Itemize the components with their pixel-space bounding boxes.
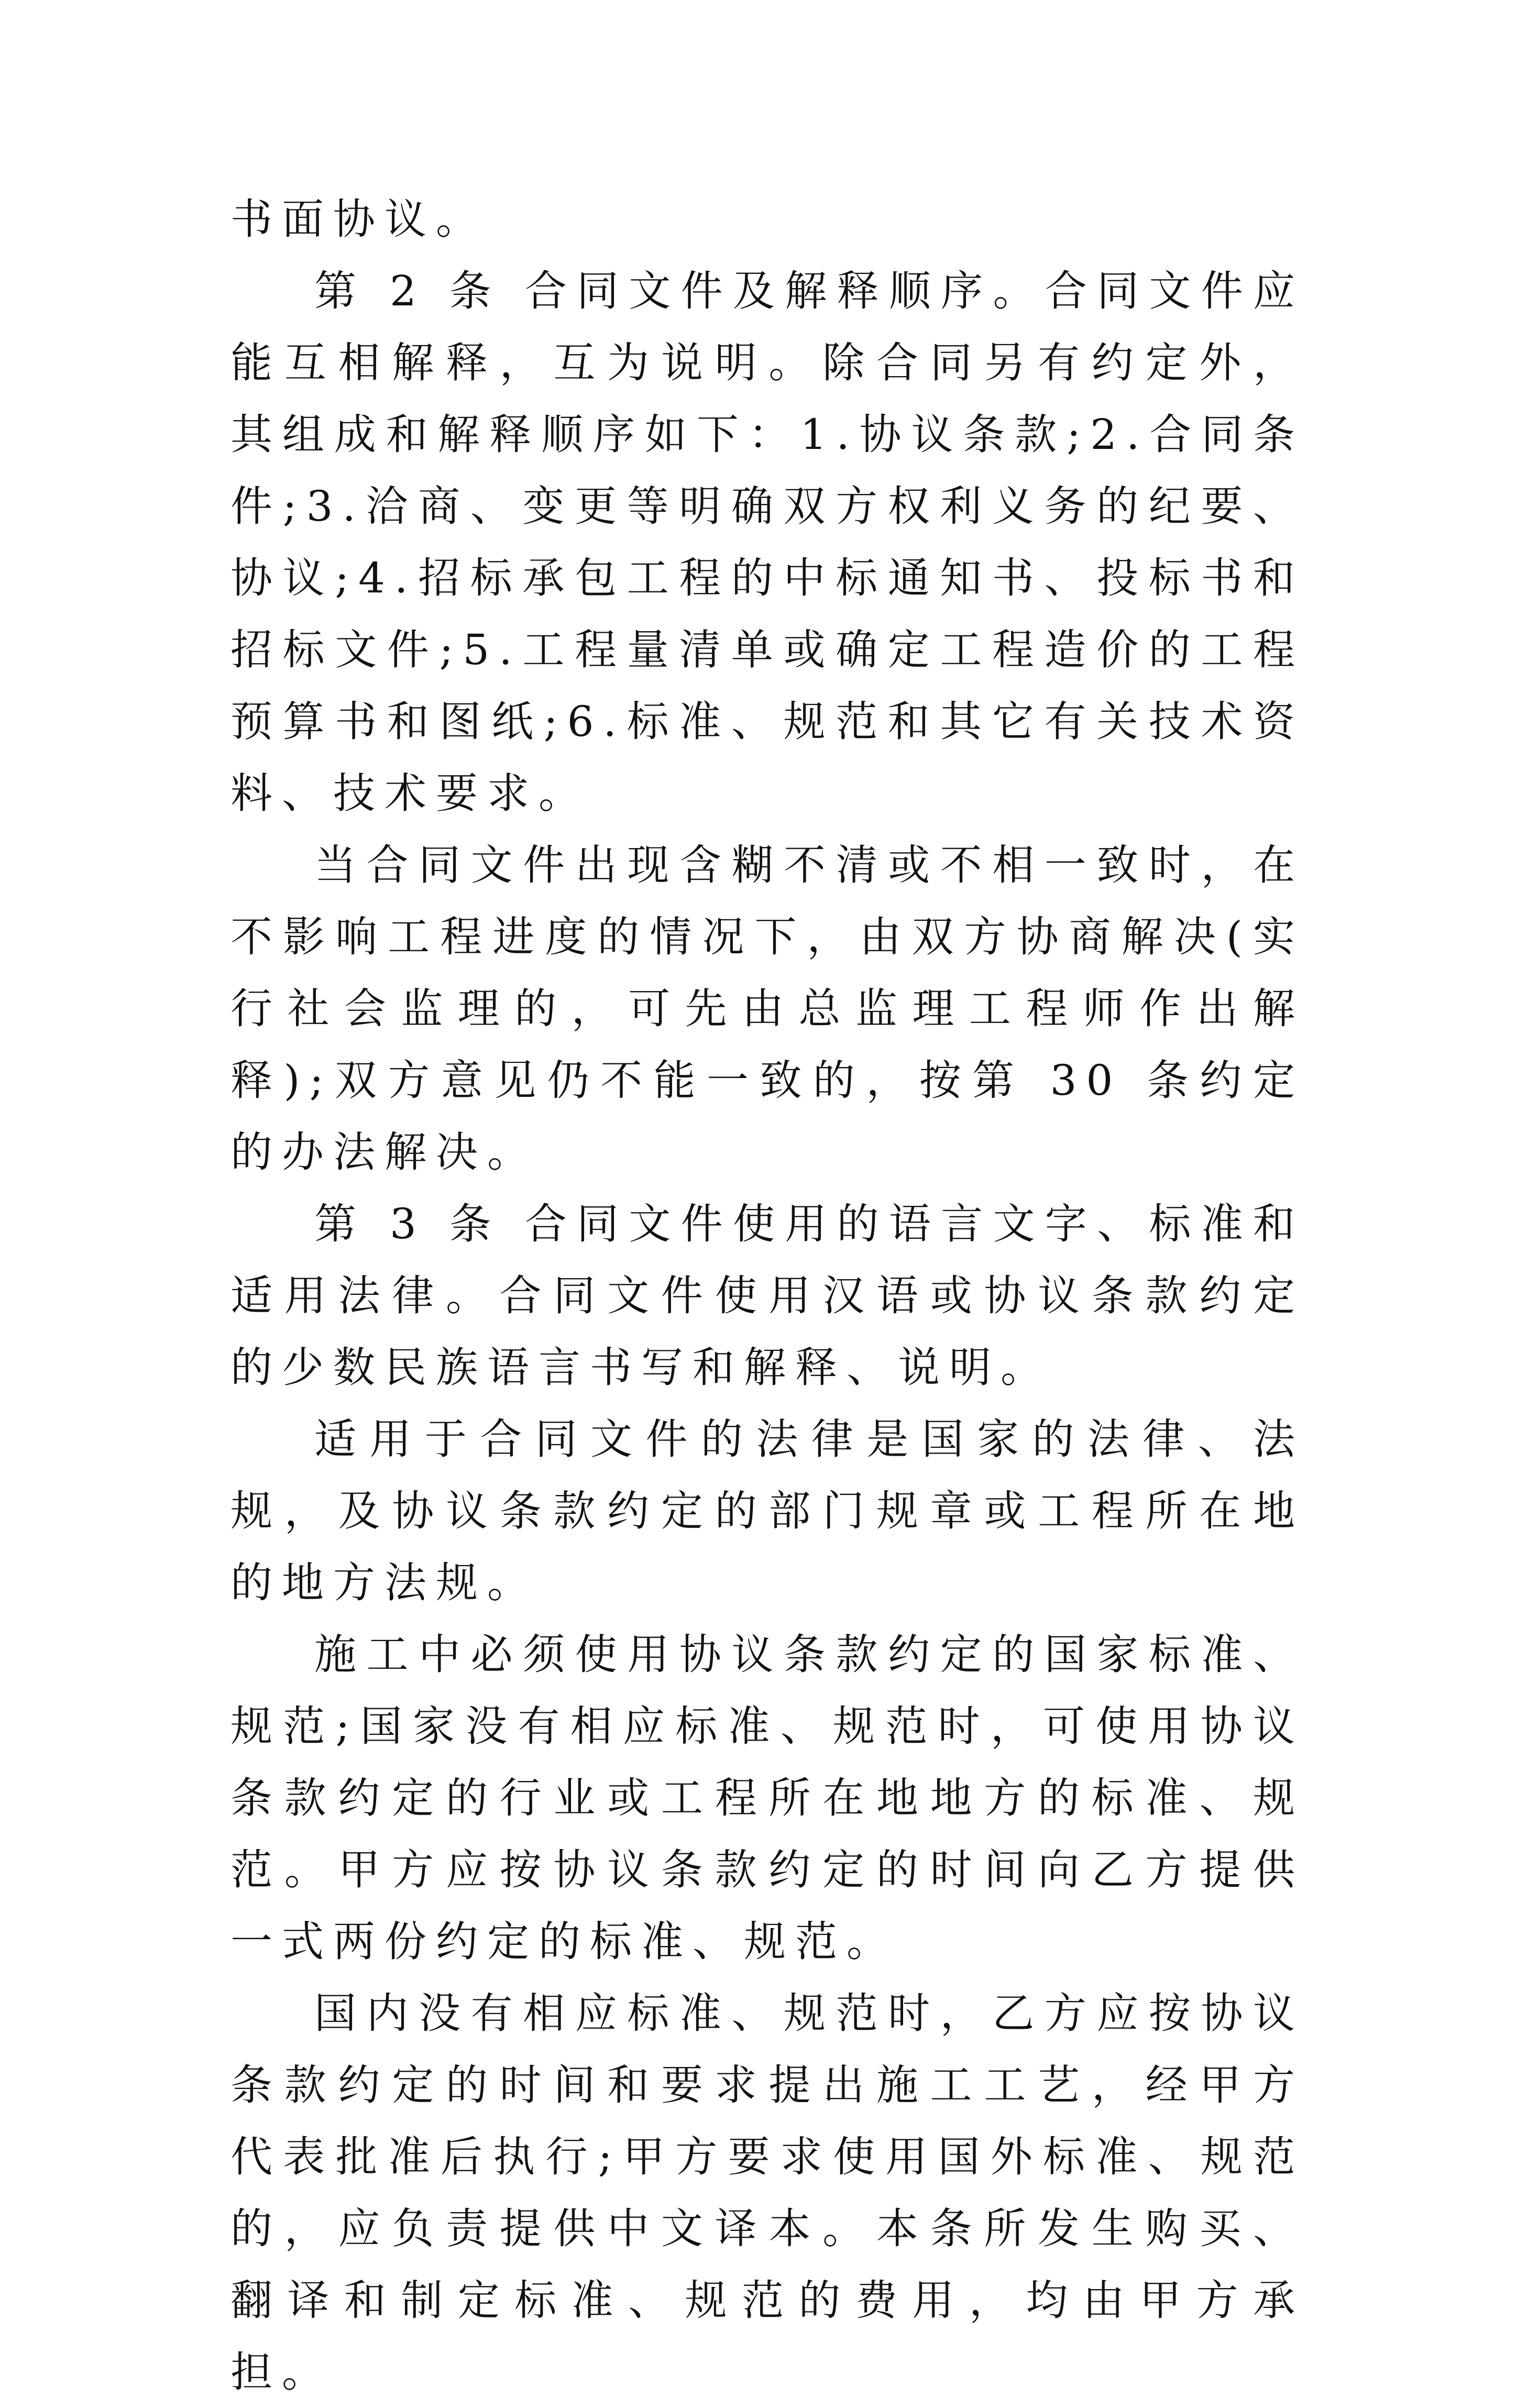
paragraph-article-2: 第 2 条 合同文件及解释顺序。合同文件应能互相解释，互为说明。除合同另有约定外，其组成和解释顺序如下：1.协议条款;2.合同条件;3.洽商、变更等明确双方权利义务的纪要、协议;4.招标承包工程的中标通知书、投标书和招标文件;5.工程量清单或确定工程造价的工程预算书和图纸;6.标准、规范和其它有关技术资料、技术要求。	[230, 267, 1304, 818]
document-body	[230, 183, 1304, 2408]
paragraph-ambiguity: 当合同文件出现含糊不清或不相一致时，在不影响工程进度的情况下，由双方协商解决(实行社会监理的，可先由总监理工程师作出解释);双方意见仍不能一致的，按第 30 条约定的办法解决。	[230, 841, 1304, 1176]
paragraph-applicable-law: 适用于合同文件的法律是国家的法律、法规，及协议条款约定的部门规章或工程所在地的地方法规。	[230, 1415, 1304, 1607]
paragraph-standards: 施工中必须使用协议条款约定的国家标准、规范;国家没有相应标准、规范时，可使用协议条款约定的行业或工程所在地地方的标准、规范。甲方应按协议条款约定的时间向乙方提供一式两份约定的标准、规范。	[230, 1630, 1304, 1966]
paragraph-article-3: 第 3 条 合同文件使用的语言文字、标准和适用法律。合同文件使用汉语或协议条款约定的少数民族语言书写和解释、说明。	[230, 1200, 1304, 1392]
paragraph-continuation: 书面协议。	[230, 195, 487, 244]
paragraph-foreign-standards: 国内没有相应标准、规范时，乙方应按协议条款约定的时间和要求提出施工工艺，经甲方代表批准后执行;甲方要求使用国外标准、规范的，应负责提供中文译本。本条所发生购买、翻译和制定标准、规范的费用，均由甲方承担。	[230, 1989, 1304, 2396]
